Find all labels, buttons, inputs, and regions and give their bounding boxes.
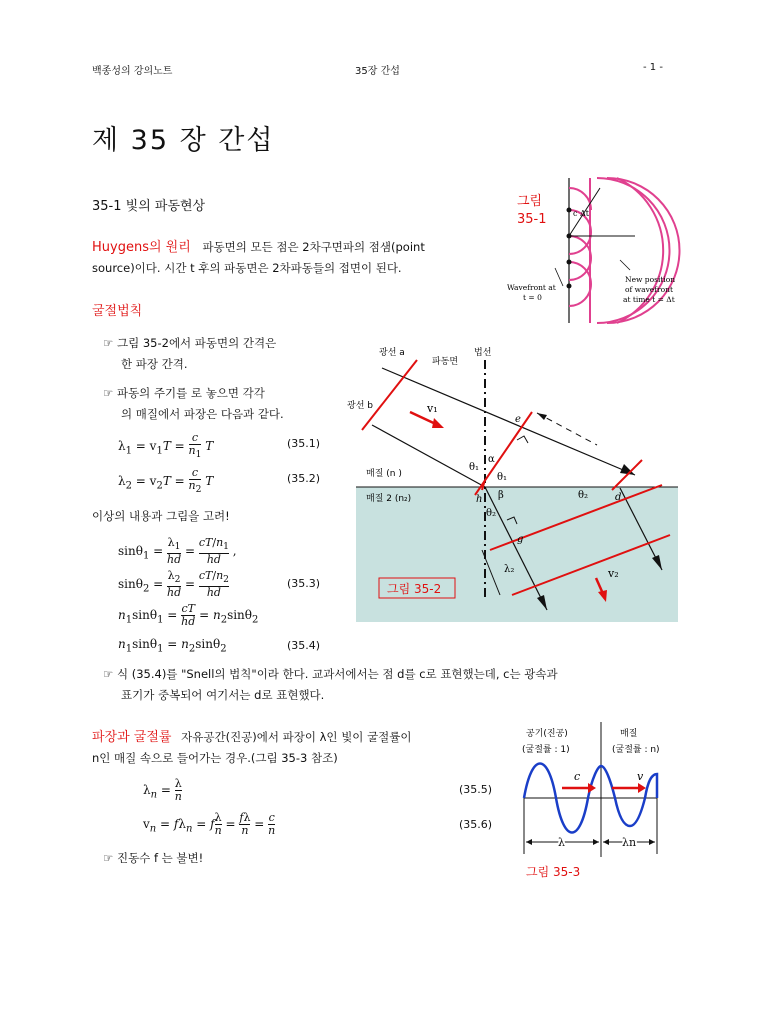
figure-35-2-point-d: d	[615, 492, 622, 503]
equation-35-5-number: (35.5)	[459, 783, 493, 796]
huygens-heading: Huygens의 원리	[92, 240, 191, 255]
huygens-paragraph	[92, 237, 512, 279]
figure-35-3-medium-label: 매질	[620, 729, 638, 739]
figure-35-2-ray-b-label: 광선 b	[347, 401, 373, 411]
figure-35-1-wavefront-text-1: Wavefront at	[507, 283, 556, 292]
figure-35-2-theta2-right: θ₂	[578, 490, 589, 501]
snell-note	[103, 664, 703, 706]
refraction-bullet-1-line1: ☞ 그림 35-2에서 파동면의 간격은	[103, 336, 277, 350]
header-center: 35장 간섭	[355, 66, 400, 77]
figure-35-3-c-label: c	[574, 770, 581, 783]
equation-35-5: $\lambda_n$ = $\frac{\lambda}{n}$	[143, 777, 182, 803]
refraction-bullet-1	[103, 333, 276, 375]
snell-note-line1: ☞ 식 (35.4)를 "Snell의 법칙"이라 한다. 교과서에서는 점 d를 c로 표현했는데, c는 광속과	[103, 667, 558, 681]
equation-sin-theta2: sinθ$_2$ = $\frac{\lambda_2}{hd}$ = $\frac{cT/n_2}{hd}$	[118, 569, 229, 600]
figure-35-3-wave-diagram	[512, 722, 687, 882]
figure-35-3-v-label: v	[637, 770, 644, 783]
refraction-bullet-2	[103, 383, 284, 425]
equation-sin-theta1: sinθ$_1$ = $\frac{\lambda_1}{hd}$ = $\frac{cT/n_1}{hd}$ ,	[118, 536, 237, 567]
equation-35-2-number: (35.2)	[287, 472, 321, 485]
figure-35-1-cdt: c Δt	[573, 209, 590, 218]
figure-35-2-point-h: h	[476, 494, 483, 505]
figure-35-2-medium2-label: 매질 2 (n₂)	[366, 494, 412, 504]
wavelength-paragraph	[92, 727, 512, 769]
figure-35-2-beta: β	[498, 490, 504, 501]
snell-note-line2: 표기가 중복되어 여기서는 d로 표현했다.	[121, 688, 325, 702]
frequency-note: ☞ 진동수 f 는 불변!	[103, 851, 204, 865]
figure-35-3-lambda-n: λn	[622, 836, 637, 849]
equation-35-1-number: (35.1)	[287, 437, 321, 450]
figure-35-1-newpos-3: at time t = Δt	[623, 295, 675, 304]
figure-35-1-huygens-diagram	[505, 178, 685, 323]
consider-text: 이상의 내용과 그림을 고려!	[92, 509, 230, 523]
equation-35-4: $n_1\sin\theta_1 = n_2\sin\theta_2$	[118, 637, 227, 655]
refraction-bullet-1-line2: 한 파장 간격.	[121, 357, 188, 371]
figure-35-2-alpha: α	[488, 454, 495, 465]
figure-35-3-medium-index: (굴절률 : n)	[612, 745, 660, 755]
figure-35-1-label-line1: 그림	[517, 194, 543, 209]
figure-35-3-air-label: 공기(진공)	[526, 729, 568, 739]
refraction-heading: 굴절법칙	[92, 304, 143, 319]
equation-35-6-number: (35.6)	[459, 818, 493, 831]
figure-35-1-label-line2: 35-1	[517, 212, 547, 227]
wavelength-line2: n인 매질 속으로 들어가는 경우.(그림 35-3 참조)	[92, 751, 338, 765]
equation-n-sin: $n_1\sin\theta_1$ = $\frac{cT}{hd}$ = $n_2\sin\theta_2$	[118, 602, 259, 628]
figure-35-1-wavefront-text-2: t = 0	[523, 293, 542, 302]
figure-35-1-newpos-2: of wavefront	[625, 285, 673, 294]
equation-35-4-number: (35.4)	[287, 639, 321, 652]
figure-35-2-ray-a-label: 광선 a	[379, 348, 405, 358]
figure-35-2-label: 그림 35-2	[387, 582, 442, 596]
figure-35-2-normal-label: 법선	[474, 348, 492, 358]
section-heading-35-1: 35-1 빛의 파동현상	[92, 199, 206, 214]
equation-35-2: $\lambda_2 = v_2T$ = $\frac{c}{n_2}$ T	[118, 466, 214, 496]
header-left: 백종성의 강의노트	[92, 66, 173, 77]
figure-35-2-medium1-label: 매질 (n )	[366, 469, 402, 479]
figure-35-2-v2-label: v₂	[608, 567, 619, 580]
figure-35-2-theta1-right: θ₁	[497, 472, 508, 483]
figure-35-2-lambda2: λ₂	[504, 564, 515, 575]
figure-35-2-theta1-left: θ₁	[469, 462, 480, 473]
equation-35-3-number: (35.3)	[287, 577, 321, 590]
figure-35-2-point-e: e	[515, 414, 521, 425]
equation-35-6: $v_n = f\lambda_n = f$ $\frac{\lambda}{n}$ = $\frac{f\lambda}{n}$ = $\frac{c}{n}$	[143, 811, 276, 837]
wavelength-line1: 자유공간(진공)에서 파장이 λ인 빛이 굴절률이	[181, 730, 412, 744]
wavelength-heading: 파장과 굴절률	[92, 730, 172, 745]
refraction-bullet-2-line2: 의 매질에서 파장은 다음과 같다.	[121, 407, 284, 421]
figure-35-3-lambda: λ	[558, 836, 565, 849]
figure-35-2-refraction-diagram	[347, 340, 682, 625]
figure-35-3-label: 그림 35-3	[526, 865, 581, 879]
equation-35-1: $\lambda_1 = v_1T$ = $\frac{c}{n_1}$ T	[118, 431, 214, 461]
figure-35-3-air-index: (굴절률 : 1)	[522, 745, 570, 755]
huygens-line1: 파동면의 모든 점은 2차구면파의 점샘(point	[202, 240, 425, 254]
header-page-number: - 1 -	[643, 62, 663, 73]
refraction-bullet-2-line1: ☞ 파동의 주기를 로 놓으면 각각	[103, 386, 265, 400]
figure-35-2-theta2-left: θ₂	[486, 508, 497, 519]
chapter-title: 제 35 장 간섭	[92, 125, 275, 156]
huygens-line2: source)이다. 시간 t 후의 파동면은 2차파동들의 접면이 된다.	[92, 261, 402, 275]
figure-35-2-point-g: g	[517, 534, 524, 545]
figure-35-1-newpos-1: New position	[625, 275, 676, 284]
figure-35-2-v1-label: v₁	[427, 402, 438, 415]
figure-35-2-wavefront-label: 파동면	[432, 357, 459, 367]
